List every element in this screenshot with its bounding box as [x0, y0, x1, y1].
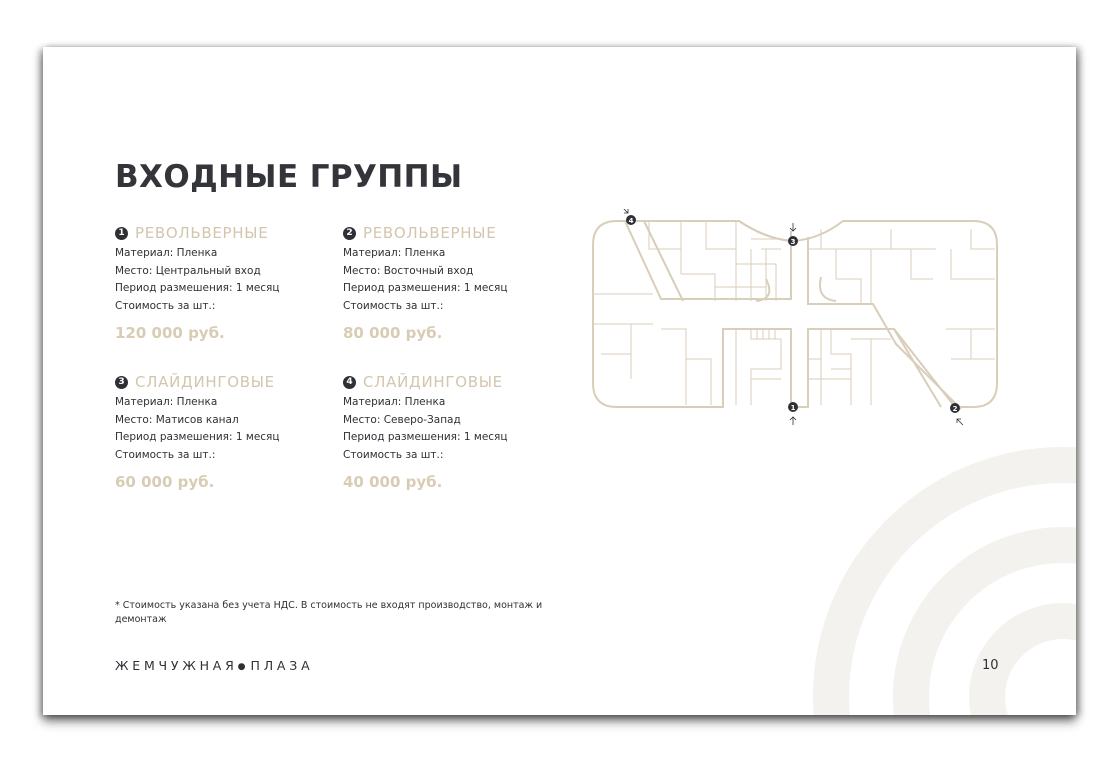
cost-label: Стоимость за шт.:	[115, 299, 216, 312]
number-badge: 2	[343, 227, 356, 240]
arrow-diag-icon	[623, 209, 628, 213]
price: 120 000 руб.	[115, 324, 225, 342]
brand-left: ЖЕМЧУЖНАЯ	[115, 658, 238, 673]
entrance-card-3	[115, 372, 330, 491]
arrow-down-icon	[790, 223, 796, 231]
arrow-diag-icon	[957, 419, 963, 425]
period-text: Период размешения: 1 месяц	[115, 431, 280, 443]
entrance-card-4	[343, 372, 558, 491]
marker-1-label: 1	[790, 404, 796, 412]
card-title: РЕВОЛЬВЕРНЫЕ	[363, 224, 497, 242]
marker-3	[788, 223, 798, 246]
brand-logo	[115, 658, 313, 673]
card-title: СЛАЙДИНГОВЫЕ	[363, 373, 503, 391]
period-text: Период размешения: 1 месяц	[343, 282, 508, 294]
material-text: Материал: Пленка	[115, 396, 218, 408]
arc-inner	[987, 621, 1076, 715]
place-text: Место: Северо-Запад	[343, 413, 461, 426]
brochure-page	[43, 47, 1076, 715]
entrance-card-1	[115, 223, 330, 342]
arrow-up-icon	[790, 417, 796, 425]
price: 40 000 руб.	[343, 473, 443, 491]
place-text: Место: Матисов канал	[115, 413, 239, 426]
place-text: Место: Восточный вход	[343, 264, 474, 277]
material-text: Материал: Пленка	[343, 396, 446, 408]
period-text: Период размешения: 1 месяц	[115, 282, 280, 294]
number-badge: 1	[115, 227, 128, 240]
marker-1	[788, 402, 798, 425]
card-title: РЕВОЛЬВЕРНЫЕ	[135, 224, 269, 242]
cost-label: Стоимость за шт.:	[343, 448, 444, 461]
marker-3-label: 3	[790, 238, 796, 246]
place-text: Место: Центральный вход	[115, 264, 261, 277]
page-title: ВХОДНЫЕ ГРУППЫ	[115, 159, 463, 195]
price: 60 000 руб.	[115, 473, 215, 491]
card-header	[343, 372, 558, 392]
dot-separator: ●	[237, 662, 247, 672]
period-text: Период размешения: 1 месяц	[343, 431, 508, 443]
material-text: Материал: Пленка	[343, 247, 446, 259]
footnote: * Стоимость указана без учета НДС. В стоимость не входят производство, монтаж и демонтаж	[115, 600, 543, 625]
material-text: Материал: Пленка	[115, 247, 218, 259]
plan-inner-walls	[593, 221, 995, 405]
marker-2-label: 2	[952, 405, 958, 413]
floor-plan	[591, 209, 1001, 439]
price: 80 000 руб.	[343, 324, 443, 342]
brand-right: ПЛАЗА	[250, 658, 314, 673]
cost-label: Стоимость за шт.:	[343, 299, 444, 312]
entrance-card-2	[343, 223, 558, 342]
marker-4-label: 4	[628, 217, 634, 225]
page-number: 10	[982, 658, 999, 673]
cost-label: Стоимость за шт.:	[115, 448, 216, 461]
card-title: СЛАЙДИНГОВЫЕ	[135, 373, 275, 391]
card-header	[115, 372, 330, 392]
number-badge: 3	[115, 376, 128, 389]
number-badge: 4	[343, 376, 356, 389]
card-header	[115, 223, 330, 243]
card-header	[343, 223, 558, 243]
